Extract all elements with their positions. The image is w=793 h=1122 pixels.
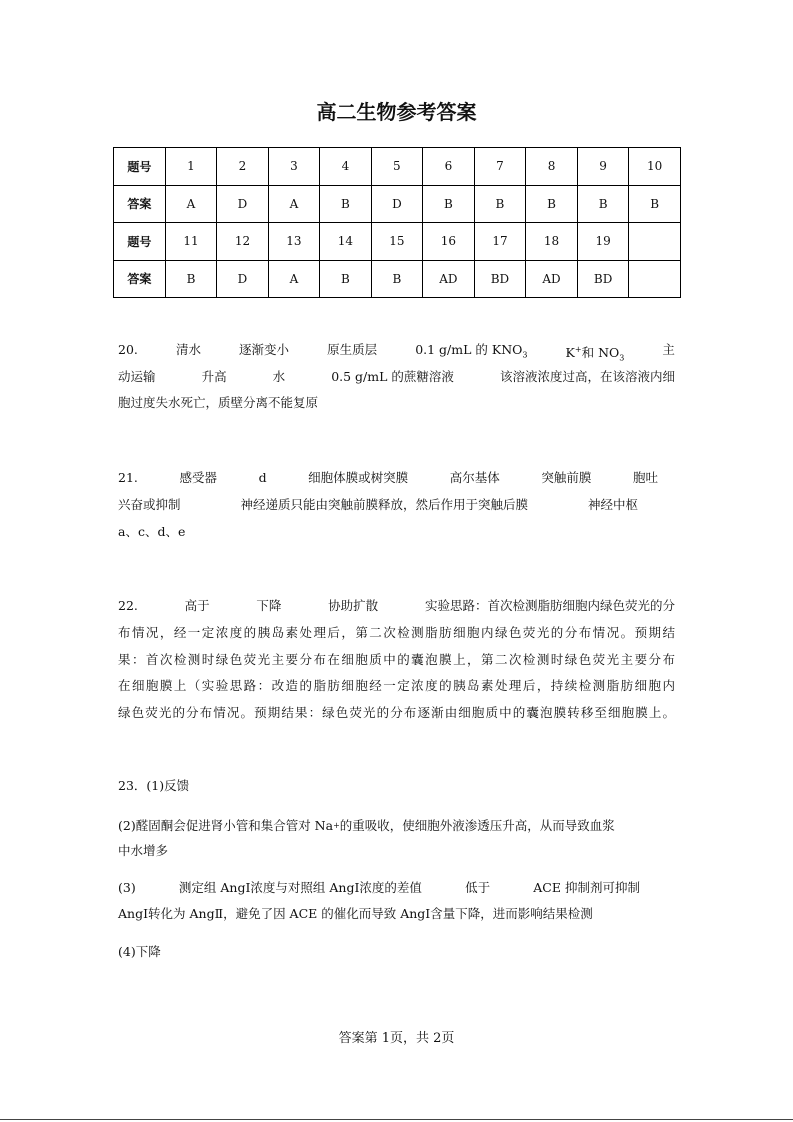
row-header: 答案 [114, 185, 166, 223]
subscript: 3 [522, 350, 528, 360]
q21-line-3: a、c、d、e [118, 524, 186, 539]
answer-segment [415, 342, 527, 367]
cell: 8 [526, 148, 578, 186]
q21-line-1 [118, 470, 658, 486]
answer-segment: 清水 [175, 342, 201, 357]
cell: B [371, 260, 422, 298]
q22-line-3: 果：首次检测时绿色荧光主要分布在细胞质中的囊泡膜上，第二次检测时绿色荧光主要分布 [118, 652, 675, 667]
answer-segment: 主 [662, 342, 675, 357]
cell: 6 [423, 148, 475, 186]
cell: B [320, 260, 371, 298]
cell: D [371, 185, 422, 223]
cell: 7 [474, 148, 526, 186]
answer-segment: 细胞体膜或树突膜 [308, 470, 409, 485]
cell: 9 [577, 148, 629, 186]
answer-segment: 实验思路：首次检测脂肪细胞内绿色荧光的分 [424, 598, 675, 613]
table-row [114, 260, 681, 298]
q23-part-1: 23．(1)反馈 [118, 778, 190, 793]
answer-segment: 0.5 g/mL 的蔗糖溶液 [331, 369, 454, 384]
superscript: + [574, 345, 582, 354]
answer-segment: 水 [272, 369, 286, 384]
cell: BD [577, 260, 629, 298]
cell: B [423, 185, 475, 223]
cell [629, 260, 681, 298]
answer-segment: 突触前膜 [541, 470, 592, 485]
q22-line-1 [118, 598, 675, 614]
answer-segment: 20. [118, 342, 138, 357]
q23-part-2-line-1 [118, 818, 675, 834]
q22-line-2: 布情况，经一定浓度的胰岛素处理后，第二次检测脂肪细胞内绿色荧光的分布情况。预期结 [118, 625, 675, 640]
answer-segment: 感受器 [179, 470, 217, 485]
answer-segment: 下降 [256, 598, 282, 613]
answer-segment: 原生质层 [327, 342, 378, 357]
page-title: 高二生物参考答案 [316, 100, 477, 124]
cell: B [474, 185, 526, 223]
cell: A [268, 260, 319, 298]
answer-segment: 该溶液浓度过高，在该溶液内细 [499, 369, 675, 384]
cell: AD [526, 260, 578, 298]
row-header: 题号 [114, 223, 166, 261]
q20-line-2 [118, 369, 675, 385]
cell: 16 [423, 223, 475, 261]
table-row [114, 148, 681, 186]
cell: A [165, 185, 216, 223]
cell: 14 [320, 223, 371, 261]
q22-line-5: 绿色荧光的分布情况。预期结果：绿色荧光的分布逐渐由细胞质中的囊泡膜转移至细胞膜上。 [118, 705, 675, 720]
answer-segment: 高于 [184, 598, 210, 613]
answer-segment: ACE 抑制剂可抑制 [533, 880, 640, 895]
cell: 3 [268, 148, 319, 186]
cell: 10 [629, 148, 681, 186]
q23-part-4: (4)下降 [118, 944, 161, 959]
cell: D [217, 260, 268, 298]
text: 和 NO [581, 345, 620, 361]
cell: B [165, 260, 216, 298]
cell: 4 [320, 148, 371, 186]
page-footer: 答案第 1页，共 2页 [338, 1031, 455, 1046]
answer-segment: 协助扩散 [328, 598, 379, 613]
cell: AD [423, 260, 475, 298]
cell: B [320, 185, 371, 223]
text: 0.1 g/mL 的 KNO [415, 342, 523, 357]
text: 的重吸收，使细胞外液渗透压升高，从而导致血浆 [339, 818, 615, 833]
cell: BD [474, 260, 526, 298]
cell: 1 [165, 148, 216, 186]
q23-part-3-line-1 [118, 880, 640, 896]
answer-segment: 动运输 [118, 369, 156, 384]
cell: A [268, 185, 319, 223]
answer-segment: 升高 [201, 369, 227, 384]
q23-part-3-line-2: AngⅠ转化为 AngⅡ，避免了因 ACE 的催化而导致 AngⅠ含量下降，进而影响结果检测 [118, 906, 593, 921]
answer-segment: 胞吐 [632, 470, 658, 485]
answer-segment: 高尔基体 [449, 470, 500, 485]
cell: 11 [165, 223, 216, 261]
q22-line-4: 在细胞膜上（实验思路：改造的脂肪细胞经一定浓度的胰岛素处理后，持续检测脂肪细胞内 [118, 678, 675, 693]
page-divider [0, 1119, 793, 1120]
answer-segment: 神经递质只能由突触前膜释放，然后作用于突触后膜 [240, 497, 528, 512]
q20-line-3: 胞过度失水死亡，质壁分离不能复原 [118, 395, 319, 410]
q21-line-2 [118, 497, 638, 513]
cell: B [629, 185, 681, 223]
cell: 12 [217, 223, 268, 261]
answer-segment: 21. [118, 470, 138, 485]
answer-segment [566, 342, 625, 367]
text: K [565, 345, 575, 361]
cell: 15 [371, 223, 422, 261]
cell [629, 223, 681, 261]
cell: B [526, 185, 578, 223]
cell: D [217, 185, 268, 223]
answer-segment: 低于 [465, 880, 491, 895]
answer-table [113, 147, 681, 298]
cell: 18 [526, 223, 578, 261]
cell: 5 [371, 148, 422, 186]
answer-segment: 兴奋或抑制 [118, 497, 181, 512]
answer-segment: 22. [118, 598, 138, 613]
cell: B [577, 185, 629, 223]
cell: 13 [268, 223, 319, 261]
answer-segment: (3) [118, 880, 136, 895]
q23-part-2-line-2: 中水增多 [118, 843, 169, 858]
cell: 17 [474, 223, 526, 261]
q20-line-1 [118, 342, 675, 367]
table-row [114, 223, 681, 261]
superscript: + [333, 821, 340, 830]
text: (2)醛固酮会促进肾小管和集合管对 Na [118, 818, 334, 833]
row-header: 答案 [114, 260, 166, 298]
subscript: 3 [619, 353, 625, 363]
answer-segment: 测定组 AngⅠ浓度与对照组 AngⅠ浓度的差值 [178, 880, 422, 895]
cell: 19 [577, 223, 629, 261]
answer-segment: 神经中枢 [587, 497, 638, 512]
cell: 2 [217, 148, 268, 186]
answer-segment: d [258, 470, 267, 485]
row-header: 题号 [114, 148, 166, 186]
answer-segment: 逐渐变小 [239, 342, 290, 357]
table-row [114, 185, 681, 223]
